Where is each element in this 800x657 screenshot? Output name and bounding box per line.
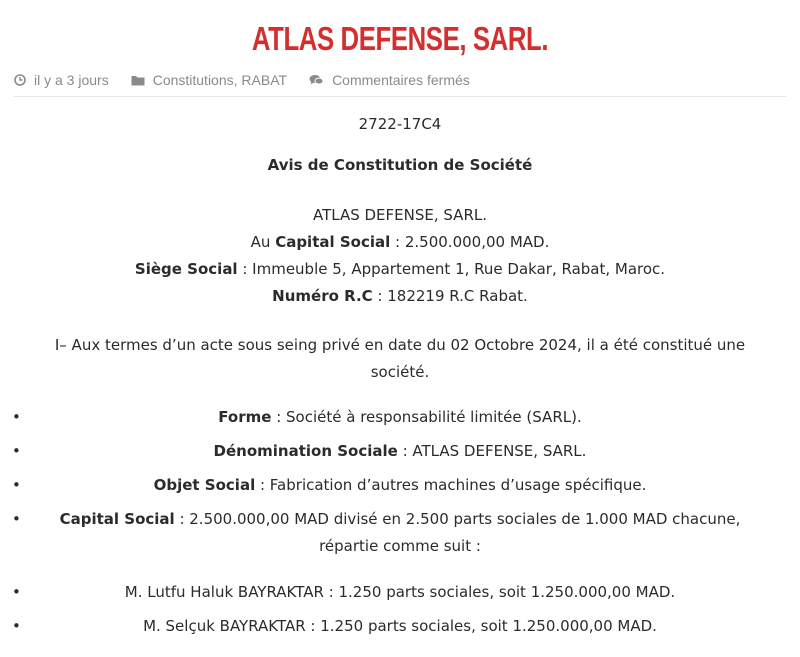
item-label: Objet Social [153, 476, 256, 494]
holder-text: M. Lutfu Haluk BAYRAKTAR : 1.250 parts sociales, soit 1.250.000,00 MAD. [124, 583, 676, 601]
comments-icon [309, 74, 324, 86]
list-item [12, 579, 766, 606]
bullet: • [12, 408, 21, 426]
post-meta [14, 72, 786, 97]
post-categories[interactable] [131, 72, 287, 88]
capital-prefix: Au [250, 233, 276, 251]
bullet: • [12, 442, 21, 460]
bullet: • [12, 583, 21, 601]
bullet: • [12, 617, 21, 635]
reference-number: 2722-17C4 [358, 115, 442, 133]
post-comments [309, 72, 470, 88]
intro-paragraph: I– Aux termes d’un acte sous seing privé en date du 02 Octobre 2024, il a été constitué une société. [54, 336, 746, 381]
list-item [12, 472, 766, 499]
company-summary [34, 202, 766, 310]
item-value: : 2.500.000,00 MAD divisé en 2.500 parts sociales de 1.000 MAD chacune, répartie comme suit : [174, 510, 741, 555]
company-name: ATLAS DEFENSE, SARL. [312, 206, 487, 224]
capital-line [34, 229, 766, 256]
article-title[interactable]: ATLAS DEFENSE, SARL. [251, 20, 549, 57]
list-item [12, 506, 766, 560]
article-body [0, 111, 800, 640]
bullet: • [12, 510, 21, 528]
seat-value: : Immeuble 5, Appartement 1, Rue Dakar, Rabat, Maroc. [237, 260, 666, 278]
post-date-text: il y a 3 jours [34, 72, 109, 88]
item-value: : Fabrication d’autres machines d’usage spécifique. [255, 476, 647, 494]
holder-text: M. Selçuk BAYRAKTAR : 1.250 parts sociales, soit 1.250.000,00 MAD. [143, 617, 657, 635]
list-item [12, 404, 766, 431]
item-label: Dénomination Sociale [213, 442, 398, 460]
item-value: : ATLAS DEFENSE, SARL. [397, 442, 587, 460]
capital-label: Capital Social [275, 233, 391, 251]
rc-label: Numéro R.C [272, 287, 373, 305]
clock-icon [14, 74, 26, 86]
bullet: • [12, 476, 21, 494]
rc-line [34, 283, 766, 310]
seat-line [34, 256, 766, 283]
list-item [12, 613, 766, 640]
item-value: : Société à responsabilité limitée (SARL). [271, 408, 582, 426]
seat-label: Siège Social [134, 260, 238, 278]
company-details-list [12, 404, 766, 560]
item-label: Capital Social [59, 510, 175, 528]
item-label: Forme [218, 408, 272, 426]
capital-value: : 2.500.000,00 MAD. [390, 233, 550, 251]
list-item [12, 438, 766, 465]
shareholders-list [12, 579, 766, 640]
folder-icon [131, 74, 145, 86]
notice-title: Avis de Constitution de Société [267, 156, 533, 174]
post-categories-link[interactable]: Constitutions, RABAT [152, 72, 288, 88]
post-date [14, 72, 109, 88]
rc-value: : 182219 R.C Rabat. [372, 287, 528, 305]
post-comments-text: Commentaires fermés [332, 72, 470, 88]
